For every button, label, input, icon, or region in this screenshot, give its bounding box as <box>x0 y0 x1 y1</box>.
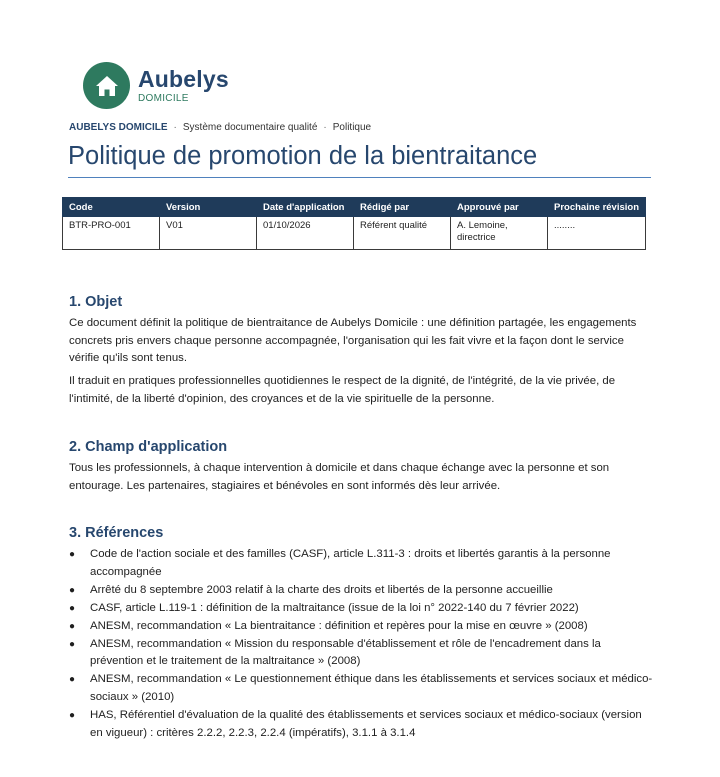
paragraph: Ce document définit la politique de bientraitance de Aubelys Domicile : une définition partagée, les engagements concrets pris envers chaque personne accompagnée, l'organisation qui les fait vivre et la façon dont le service vérifie qu'ils sont tenus. <box>69 317 637 365</box>
house-icon <box>83 62 130 109</box>
breadcrumb-item: Politique <box>332 122 372 133</box>
section-heading-references: 3. Références <box>69 525 164 541</box>
list-item-text: ANESM, recommandation « Mission du responsable d'établissement et rôle de l'encadrement dans la prévention et le traitement de la maltraitance » (2008) <box>90 637 601 668</box>
bullet: ● <box>69 638 76 650</box>
column-header: Date d'application <box>257 198 354 217</box>
paragraph: Tous les professionnels, à chaque intervention à domicile et dans chaque échange avec la personne et son entourage. Les partenaires, stagiaires et bénévoles en sont informés dès leur arrivée. <box>69 462 610 492</box>
table-cell-code: BTR-PRO-001 <box>63 217 160 250</box>
column-header: Version <box>160 198 257 217</box>
list-item-text: Code de l'action sociale et des familles (CASF), article L.311-3 : droits et libertés garantis à la personne accompagnée <box>90 548 611 578</box>
table-cell-author: Référent qualité <box>354 217 451 250</box>
column-header: Approuvé par <box>451 198 548 217</box>
company-logo <box>83 62 229 109</box>
table-row <box>63 217 646 250</box>
breadcrumb-org: AUBELYS DOMICILE <box>69 122 168 133</box>
column-header: Rédigé par <box>354 198 451 217</box>
references-list <box>69 546 654 743</box>
bullet: ● <box>69 674 76 686</box>
section-heading-objet: 1. Objet <box>69 294 123 310</box>
list-item <box>69 546 654 582</box>
title-divider <box>68 177 651 178</box>
list-item-text: ANESM, recommandation « La bientraitance : définition et repères pour la mise en œuvre » (2008) <box>90 619 588 632</box>
section-heading-champ: 2. Champ d'application <box>69 439 228 455</box>
page-title: Politique de promotion de la bientraitance <box>68 142 538 170</box>
paragraph: Il traduit en pratiques professionnelles quotidiennes le respect de la dignité, de l'intégrité, de la vie privée, de l'intimité, de la liberté d'opinion, des croyances et de la vie spirituelle de la personne. <box>69 375 616 405</box>
column-header: Prochaine révision <box>548 198 646 217</box>
list-item <box>69 707 654 743</box>
column-header: Code <box>63 198 160 217</box>
logo-name: Aubelys <box>138 65 229 92</box>
list-item-text: Arrêté du 8 septembre 2003 relatif à la charte des droits et libertés de la personne accueillie <box>90 583 553 596</box>
breadcrumb <box>69 122 371 133</box>
table-cell-version: V01 <box>160 217 257 250</box>
document-meta-table <box>62 197 646 250</box>
bullet: ● <box>69 549 76 560</box>
table-header-row <box>63 198 646 217</box>
list-item <box>69 636 654 672</box>
table-cell-approver: A. Lemoine, directrice <box>451 217 548 250</box>
list-item-text: CASF, article L.119-1 : définition de la maltraitance (issue de la loi n° 2022-140 du 7 février 2022) <box>90 601 579 614</box>
table-cell-next-review: ........ <box>548 217 646 250</box>
bullet: ● <box>69 602 76 614</box>
list-item-text: ANESM, recommandation « Le questionnement éthique dans les établissements et services sociaux et médico-sociaux » (2010) <box>90 673 653 704</box>
list-item-text: HAS, Référentiel d'évaluation de la qualité des établissements et services sociaux et médico-sociaux (version en vigueur) : critères 2.2.2, 2.2.3, 2.2.4 (impératifs), 3.1.1 à 3.1.4 <box>90 709 642 740</box>
table-cell-date: 01/10/2026 <box>257 217 354 250</box>
list-item <box>69 618 654 636</box>
list-item <box>69 600 654 618</box>
bullet: ● <box>69 620 76 632</box>
breadcrumb-item: Système documentaire qualité <box>182 122 318 133</box>
bullet: ● <box>69 710 76 722</box>
list-item <box>69 671 654 707</box>
logo-subtitle: DOMICILE <box>138 92 189 104</box>
bullet: ● <box>69 584 76 596</box>
breadcrumb-separator: · <box>323 122 327 133</box>
list-item <box>69 582 654 600</box>
breadcrumb-separator: · <box>173 122 177 133</box>
